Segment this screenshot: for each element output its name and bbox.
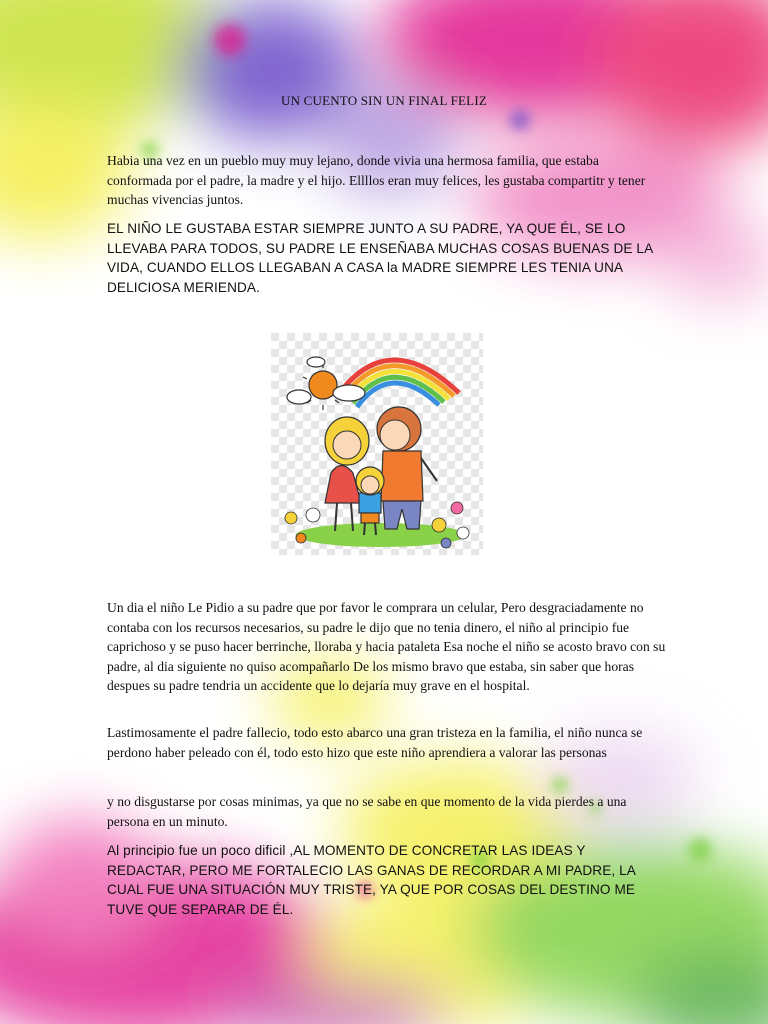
paragraph-2: EL NIÑO LE GUSTABA ESTAR SIEMPRE JUNTO A SU PADRE, YA QUE ÉL, SE LO LLEVABA PARA TODOS, SU PADRE LE ENSEÑABA MUCHAS COSAS BUENAS DE LA VIDA, CUANDO ELLOS LLEGABAN A CASA la MADRE SIEMPRE LES TENIA UNA DELICIOSA MERIENDA. bbox=[107, 221, 653, 295]
paragraph-6: Al principio fue un poco dificil ,AL MOMENTO DE CONCRETAR LAS IDEAS Y REDACTAR, PERO ME FORTALECIO LAS GANAS DE RECORDAR A MI PADRE, LA CUAL FUE UNA SITUACIÓN MUY TRISTE, YA QUE POR COSAS DEL DESTINO ME TUVE QUE SEPARAR DE ÉL. bbox=[107, 843, 636, 917]
paragraph-3: Un dia el niño Le Pidio a su padre que por favor le comprara un celular, Pero desgraciadamente no contaba con los recursos necesarios, su padre le dijo que no tenia dinero, el niño al principio fue caprichoso y se puso hacer berrinche, lloraba y hacia pataleta Esa noche el niño se acosto bravo con su padre, al dia siguiente no quiso acompañarlo De los mismo bravo que estaba, sin saber que horas despues su padre tendria un accidente que lo dejaría muy grave en el hospital. bbox=[107, 600, 666, 693]
paragraph-5: y no disgustarse por cosas minimas, ya que no se sabe en que momento de la vida pierdes a una persona en un minuto. bbox=[107, 794, 627, 829]
family-rainbow-illustration bbox=[271, 333, 483, 555]
paragraph-4: Lastimosamente el padre fallecio, todo esto abarco una gran tristeza en la familia, el niño nunca se perdono haber peleado con él, todo esto hizo que este niño aprendiera a valorar las personas bbox=[107, 725, 643, 760]
story-title: UN CUENTO SIN UN FINAL FELIZ bbox=[280, 93, 487, 108]
paragraph-1: Habia una vez en un pueblo muy muy lejano, donde vivia una hermosa familia, que estaba conformada por el padre, la madre y el hijo. Ellllos eran muy felices, les gustaba compartitr y tener muchas vivencias juntos. bbox=[107, 153, 646, 207]
